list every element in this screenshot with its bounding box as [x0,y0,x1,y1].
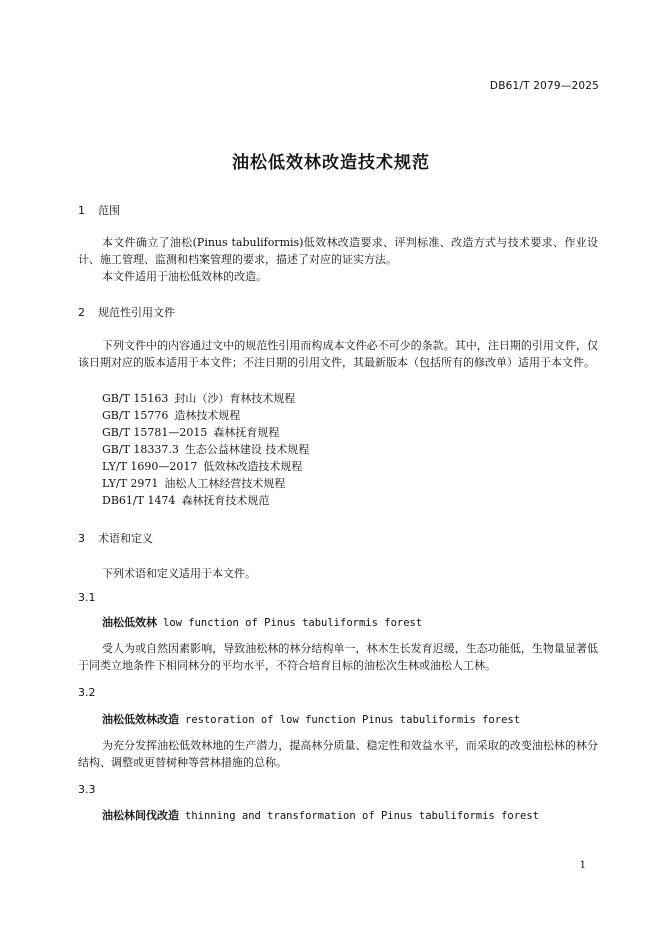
term-chinese: 油松低效林 [102,616,157,629]
reference-code: LY/T 2971 [102,477,159,490]
term-english: low function of Pinus tabuliformis forest [163,617,423,629]
term-english: thinning and transformation of Pinus tabuliformis forest [185,810,540,822]
reference-item [102,407,240,423]
reference-name: 造林技术规程 [174,409,241,422]
reference-code: GB/T 15163 [102,392,169,405]
reference-code: GB/T 15781—2015 [102,426,208,439]
term-definition: 受人为或自然因素影响，导致油松林的林分结构单一，林木生长发育迟缓，生态功能低，生物量显著低于同类立地条件下相同林分的平均水平，不符合培育目标的油松次生林或油松人工林。 [78,642,598,672]
reference-code: GB/T 18337.3 [102,443,179,456]
reference-name: 封山（沙）育林技术规程 [174,392,296,405]
reference-name: 油松人工林经营技术规程 [164,477,286,490]
term-chinese: 油松低效林改造 [102,713,179,726]
section-heading-normative-references [78,304,175,320]
reference-item [102,458,302,474]
reference-code: DB61/T 1474 [102,494,176,507]
scope-paragraph-1: 本文件确立了油松(Pinus tabuliformis)低效林改造要求、评判标准、改造方式与技术要求、作业设计、施工管理、监测和档案管理的要求，描述了对应的证实方法。 [78,236,598,266]
references-intro-paragraph: 下列文件中的内容通过文中的规范性引用而构成本文件必不可少的条款。其中，注日期的引用文件，仅该日期对应的版本适用于本文件；不注日期的引用文件，其最新版本（包括所有的修改单）适用于本文件。 [78,339,598,369]
term-number: 3.2 [78,686,96,699]
scope-paragraph-2: 本文件适用于油松低效林的改造。 [102,270,267,283]
reference-name: 森林抚育技术规范 [181,494,270,507]
term-definition: 为充分发挥油松低效林地的生产潜力，提高林分质量、稳定性和效益水平，而采取的改变油松林的林分结构、调整或更替树种等营林措施的总称。 [78,739,598,769]
document-code: DB61/T 2079—2025 [489,80,599,92]
section-number: 3 [78,532,85,545]
reference-item [102,390,295,406]
term-entry [102,807,539,823]
term-chinese: 油松林间伐改造 [102,809,179,822]
section-title: 范围 [98,204,120,217]
reference-name: 生态公益林建设 技术规程 [184,443,310,456]
term-number: 3.3 [78,783,96,796]
section-title: 术语和定义 [98,532,153,545]
term-entry [102,711,520,727]
reference-code: LY/T 1690—2017 [102,460,198,473]
section-heading-terms-definitions [78,530,153,546]
term-number: 3.1 [78,591,96,604]
page-number: 1 [579,860,586,871]
reference-item [102,424,279,440]
term-english: restoration of low function Pinus tabuliformis forest [185,714,521,726]
reference-item [102,492,269,508]
reference-item [102,441,309,457]
section-number: 1 [78,204,85,217]
document-title: 油松低效林改造技术规范 [232,153,430,173]
terms-intro-paragraph: 下列术语和定义适用于本文件。 [102,567,256,580]
reference-item [102,475,285,491]
section-heading-scope [78,202,120,218]
section-number: 2 [78,306,85,319]
reference-name: 森林抚育规程 [213,426,280,439]
reference-code: GB/T 15776 [102,409,169,422]
section-title: 规范性引用文件 [98,306,175,319]
term-entry [102,614,422,630]
reference-name: 低效林改造技术规程 [203,460,303,473]
